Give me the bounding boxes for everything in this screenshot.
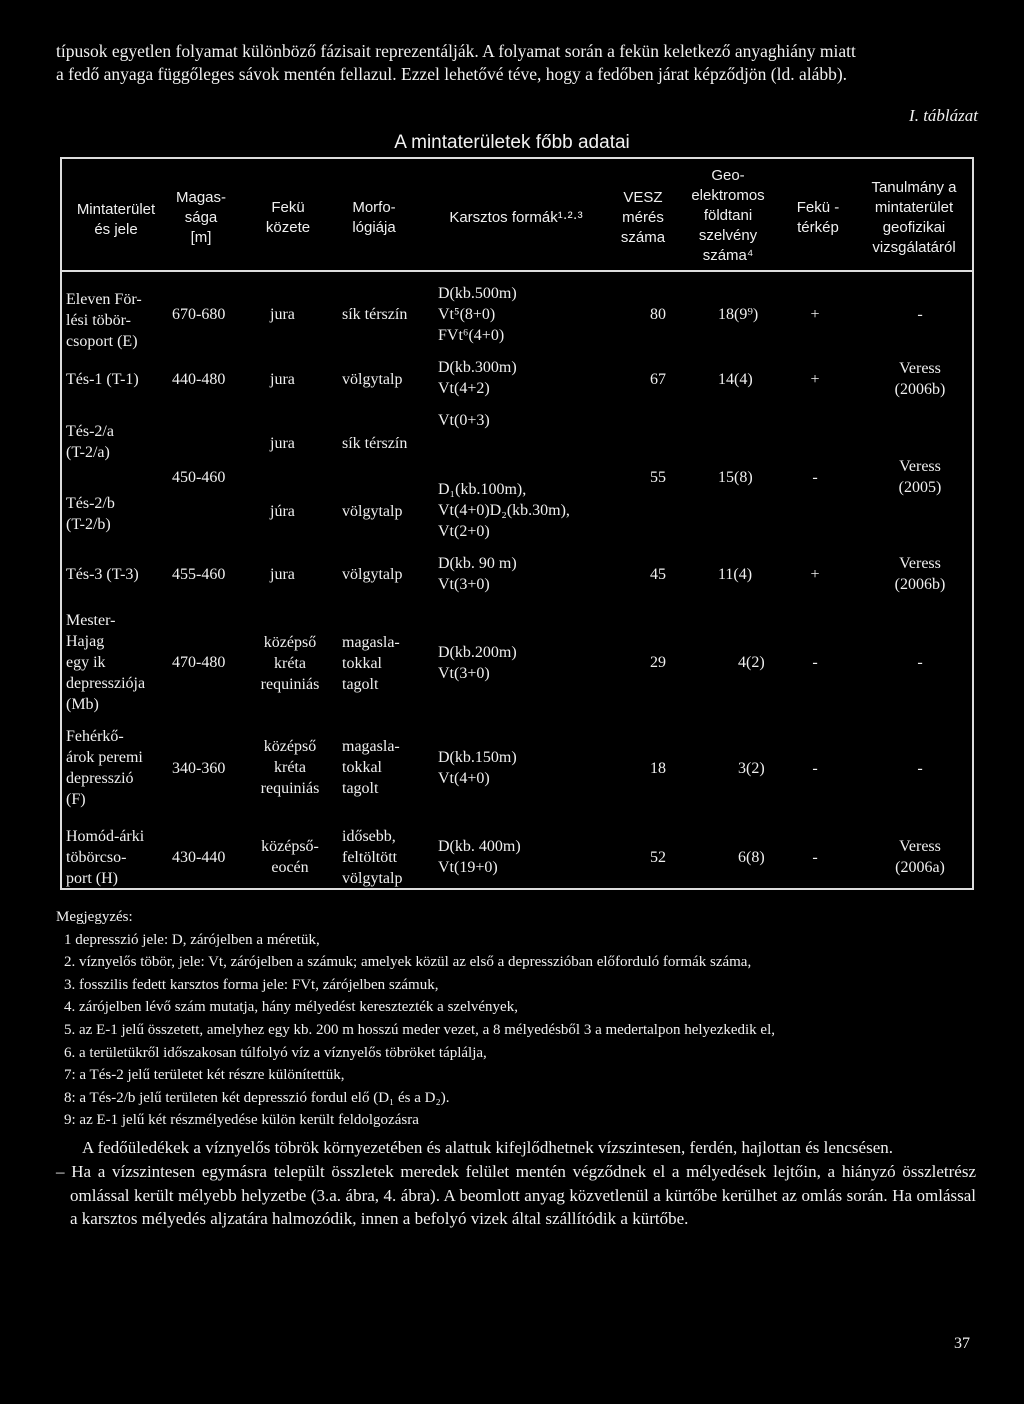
row-h-height: 430-440 bbox=[172, 849, 226, 866]
row-t2-geo: 15(8) bbox=[718, 469, 753, 486]
row-t2-vesz: 55 bbox=[650, 469, 666, 486]
row-e-bedrock: jura bbox=[270, 306, 295, 323]
note-7: 7: a Tés-2 jelű területet két részre különítettük, bbox=[64, 1067, 345, 1084]
row-h-karst: D(kb. 400m) Vt(19+0) bbox=[438, 838, 521, 876]
row-f-bedrock: középső kréta requiniás bbox=[260, 738, 320, 797]
table-label: I. táblázat bbox=[909, 106, 978, 125]
header-karst: Karsztos formák¹·²·³ bbox=[449, 209, 583, 226]
note-9: 9: az E-1 jelű két részmélyedése külön került feldolgozásra bbox=[64, 1112, 419, 1129]
row-e-map: + bbox=[810, 306, 820, 323]
row-e-vesz: 80 bbox=[650, 306, 666, 323]
intro-line-1: típusok egyetlen folyamat különböző fázisait reprezentálják. A folyamat során a fekün keletkező anyaghiány miatt bbox=[56, 41, 856, 61]
row-mb-area: Mester- Hajag egy ik depressziója (Mb) bbox=[66, 612, 146, 713]
row-f-morph: magasla- tokkal tagolt bbox=[342, 738, 400, 797]
note-8: 8: a Tés-2/b jelű területen két depresszió fordul elő (D₁ és a D₂). bbox=[64, 1089, 450, 1106]
header-divider bbox=[60, 270, 974, 272]
row-t2-study: Veress (2005) bbox=[898, 458, 942, 496]
row-mb-karst: D(kb.200m) Vt(3+0) bbox=[438, 644, 517, 682]
row-mb-vesz: 29 bbox=[650, 654, 666, 671]
row-e-karst: D(kb.500m) Vt⁵(8+0) FVt⁶(4+0) bbox=[438, 285, 517, 344]
row-e-geo: 18(9⁹) bbox=[718, 306, 759, 323]
row-t3-height: 455-460 bbox=[172, 566, 226, 583]
row-t2-map: - bbox=[812, 469, 818, 486]
row-h-geo: 6(8) bbox=[738, 849, 765, 866]
note-5: 5. az E-1 jelű összetett, amelyhez egy kb. 200 m hosszú meder vezet, a 8 mélyedésből 3 a medertalpon helyezkedik el, bbox=[64, 1021, 775, 1038]
intro-line-2: a fedő anyaga függőleges sávok mentén fellazul. Ezzel lehetővé téve, hogy a fedőben járat képződjön (ld. alább). bbox=[56, 64, 848, 84]
row-t1-study: Veress (2006b) bbox=[894, 360, 946, 398]
note-3: 3. fosszilis fedett karsztos forma jele: FVt, zárójelben számuk, bbox=[64, 976, 439, 993]
row-t1-map: + bbox=[810, 371, 820, 388]
note-2: 2. víznyelős töbör, jele: Vt, zárójelben a számuk; amelyek közül az első a depresszióban előforduló formák száma, bbox=[64, 954, 752, 971]
row-h-bedrock: középső- eocén bbox=[261, 838, 319, 876]
row-t2b-area: Tés-2/b (T-2/b) bbox=[66, 495, 115, 533]
note-1: 1 depresszió jele: D, zárójelben a méretük, bbox=[64, 931, 320, 948]
row-f-vesz: 18 bbox=[650, 760, 666, 777]
row-t1-morph: völgytalp bbox=[342, 371, 403, 388]
row-mb-bedrock: középső kréta requiniás bbox=[260, 634, 320, 693]
row-h-vesz: 52 bbox=[650, 849, 666, 866]
row-t1-karst: D(kb.300m) Vt(4+2) bbox=[438, 359, 517, 397]
row-t3-karst: D(kb. 90 m) Vt(3+0) bbox=[438, 555, 517, 593]
row-mb-geo: 4(2) bbox=[738, 654, 765, 671]
header-vesz: VESZ mérés száma bbox=[620, 189, 666, 246]
row-t2b-morph: völgytalp bbox=[342, 503, 403, 520]
table-title: A mintaterületek főbb adatai bbox=[394, 132, 630, 153]
row-h-area: Homód-árki töbörcso- port (H) bbox=[66, 828, 145, 887]
row-f-map: - bbox=[812, 760, 818, 777]
row-t3-bedrock: jura bbox=[270, 566, 295, 583]
header-bedrock: Fekü közete bbox=[265, 199, 311, 236]
row-t3-geo: 11(4) bbox=[718, 566, 753, 583]
row-f-karst: D(kb.150m) Vt(4+0) bbox=[438, 749, 517, 787]
row-h-map: - bbox=[812, 849, 818, 866]
row-mb-height: 470-480 bbox=[172, 654, 226, 671]
row-h-morph: idősebb, feltöltött völgytalp bbox=[342, 828, 403, 887]
row-t1-height: 440-480 bbox=[172, 371, 226, 388]
row-f-area: Fehérkő- árok peremi depresszió (F) bbox=[66, 728, 143, 808]
row-t3-study: Veress (2006b) bbox=[894, 555, 946, 593]
note-6: 6. a területükről időszakosan túlfolyó víz a víznyelős töbröket táplálja, bbox=[64, 1044, 487, 1061]
row-mb-study: - bbox=[917, 654, 923, 671]
row-f-geo: 3(2) bbox=[738, 760, 765, 777]
header-study: Tanulmány a mintaterület geofizikai vizsgálatáról bbox=[871, 179, 957, 256]
row-t2b-bedrock: júra bbox=[270, 503, 295, 520]
row-t3-morph: völgytalp bbox=[342, 566, 403, 583]
paragraph-1: A fedőüledékek a víznyelős töbrök környezetében és alattuk kifejlődhetnek vízszintesen, ferdén, hajlottan és lencsésen. bbox=[82, 1138, 893, 1157]
note-4: 4. zárójelben lévő szám mutatja, hány mélyedést keresztezték a szelvények, bbox=[64, 999, 518, 1016]
paragraph-2: – Ha a vízszintesen egymásra települt összletek meredek felület mentén végződnek el a mélyedések lejtőin, a hiányzó összletrész omlással került mélyebb helyzetbe (3.a. ábra, 4. ábra). A beomlott anyag közvetlenül a kürtőbe kerülhet az omlás során. Ha omlással a karsztos mélyedés aljzatára halmozódik, innen a befolyó vizek által szállítódik a kürtőbe. bbox=[56, 1161, 976, 1229]
row-t3-vesz: 45 bbox=[650, 566, 666, 583]
header-map: Fekü - térkép bbox=[796, 199, 840, 236]
row-h-study: Veress (2006a) bbox=[895, 838, 945, 876]
row-t2a-morph: sík térszín bbox=[342, 435, 408, 452]
row-f-height: 340-360 bbox=[172, 760, 226, 777]
body-text bbox=[56, 1136, 976, 1231]
row-f-study: - bbox=[917, 760, 923, 777]
header-morphology: Morfo- lógiája bbox=[352, 199, 396, 236]
row-e-study: - bbox=[917, 306, 923, 323]
row-t1-bedrock: jura bbox=[270, 371, 295, 388]
row-t2a-karst: Vt(0+3) bbox=[438, 412, 490, 429]
row-mb-map: - bbox=[812, 654, 818, 671]
row-t3-area: Tés-3 (T-3) bbox=[66, 566, 139, 583]
header-height: Magas- sága [m] bbox=[175, 189, 227, 246]
row-t2a-bedrock: jura bbox=[270, 435, 295, 452]
row-e-area: Eleven För- lési töbör- csoport (E) bbox=[66, 291, 142, 350]
notes-title: Megjegyzés: bbox=[56, 909, 133, 925]
row-t1-geo: 14(4) bbox=[718, 371, 753, 388]
row-t2b-karst: D₁(kb.100m), Vt(4+0)D₂(kb.30m), Vt(2+0) bbox=[438, 481, 570, 540]
row-t2-height: 450-460 bbox=[172, 469, 226, 486]
header-geo: Geo- elektromos földtani szelvény száma⁴ bbox=[691, 167, 765, 264]
row-e-morph: sík térszín bbox=[342, 306, 408, 323]
intro-text bbox=[56, 40, 986, 86]
notes bbox=[56, 906, 775, 1132]
row-t3-map: + bbox=[810, 566, 820, 583]
header-area: Mintaterület és jele bbox=[76, 201, 156, 238]
page-number: 37 bbox=[954, 1335, 970, 1352]
row-t2a-area: Tés-2/a (T-2/a) bbox=[66, 423, 114, 461]
row-t1-vesz: 67 bbox=[650, 371, 666, 388]
row-t1-area: Tés-1 (T-1) bbox=[66, 371, 139, 388]
row-mb-morph: magasla- tokkal tagolt bbox=[342, 634, 400, 693]
row-e-height: 670-680 bbox=[172, 306, 226, 323]
